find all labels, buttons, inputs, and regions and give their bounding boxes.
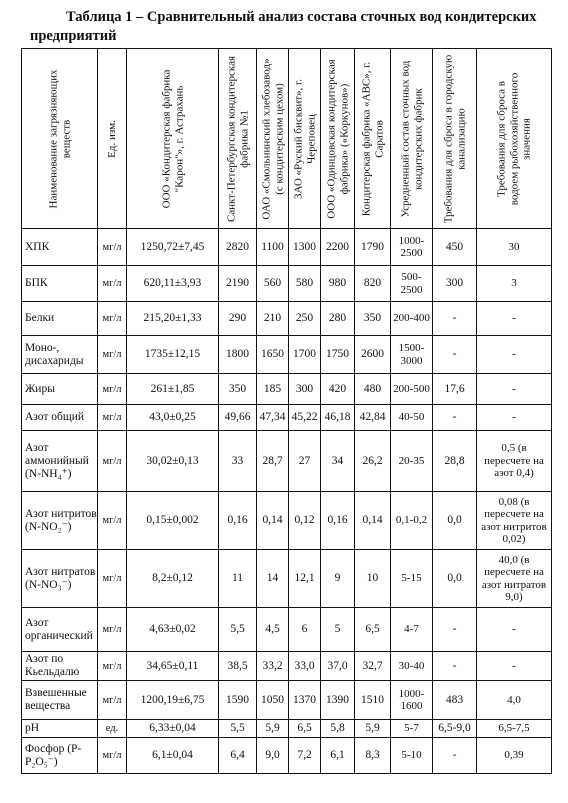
table-row xyxy=(22,229,552,266)
value-cell: 560 xyxy=(257,266,289,302)
value-cell: 11 xyxy=(219,550,257,608)
value-cell: 4,63±0,02 xyxy=(127,608,219,652)
value-cell: 420 xyxy=(321,374,355,405)
value-cell: 26,2 xyxy=(355,431,391,492)
header-spb-factory: Санкт-Петербургская кондитерская фабрика №1 xyxy=(219,49,257,229)
value-cell: 30,02±0,13 xyxy=(127,431,219,492)
value-cell: 6 xyxy=(289,608,321,652)
city-sewer-req-cell: - xyxy=(433,405,477,431)
caption-line-2: предприятий xyxy=(30,28,117,44)
unit-cell: мг/л xyxy=(98,681,127,720)
value-cell: 1300 xyxy=(289,229,321,266)
average-cell: 5-7 xyxy=(391,720,433,738)
city-sewer-req-cell: 483 xyxy=(433,681,477,720)
table-row xyxy=(22,431,552,492)
table-row xyxy=(22,652,552,681)
value-cell: 210 xyxy=(257,302,289,336)
value-cell: 1700 xyxy=(289,336,321,374)
fishery-req-cell: 4,0 xyxy=(477,681,552,720)
value-cell: 7,2 xyxy=(289,738,321,774)
pollutant-name: Азот общий xyxy=(22,405,98,431)
table-row xyxy=(22,336,552,374)
city-sewer-req-cell: 6,5-9,0 xyxy=(433,720,477,738)
average-cell: 1000-2500 xyxy=(391,229,433,266)
fishery-req-cell: - xyxy=(477,652,552,681)
city-sewer-req-cell: 0,0 xyxy=(433,550,477,608)
value-cell: 6,1±0,04 xyxy=(127,738,219,774)
value-cell: 6,1 xyxy=(321,738,355,774)
unit-cell: мг/л xyxy=(98,431,127,492)
unit-cell: мг/л xyxy=(98,608,127,652)
value-cell: 33 xyxy=(219,431,257,492)
header-row xyxy=(22,49,552,229)
header-karon: ООО «Кондитерская фабрика "Карон"», г. Астрахань xyxy=(127,49,219,229)
unit-cell: мг/л xyxy=(98,405,127,431)
fishery-req-cell: - xyxy=(477,336,552,374)
value-cell: 0,14 xyxy=(355,492,391,550)
value-cell: 1735±12,15 xyxy=(127,336,219,374)
value-cell: 1100 xyxy=(257,229,289,266)
average-cell: 40-50 xyxy=(391,405,433,431)
average-cell: 1500-3000 xyxy=(391,336,433,374)
pollutant-name: Азот нитритов (N-NO₂⁻) xyxy=(22,492,98,550)
value-cell: 6,33±0,04 xyxy=(127,720,219,738)
value-cell: 580 xyxy=(289,266,321,302)
value-cell: 0,15±0,002 xyxy=(127,492,219,550)
value-cell: 12,1 xyxy=(289,550,321,608)
pollutant-name: Фосфор (P-P₂O₅⁻) xyxy=(22,738,98,774)
pollutant-name: Азот нитратов (N-NO₃⁻) xyxy=(22,550,98,608)
average-cell: 5-10 xyxy=(391,738,433,774)
value-cell: 6,5 xyxy=(355,608,391,652)
value-cell: 28,7 xyxy=(257,431,289,492)
value-cell: 37,0 xyxy=(321,652,355,681)
value-cell: 1510 xyxy=(355,681,391,720)
city-sewer-req-cell: - xyxy=(433,302,477,336)
table-row xyxy=(22,681,552,720)
value-cell: 49,66 xyxy=(219,405,257,431)
unit-cell: мг/л xyxy=(98,229,127,266)
average-cell: 5-15 xyxy=(391,550,433,608)
value-cell: 2190 xyxy=(219,266,257,302)
average-cell: 0,1-0,2 xyxy=(391,492,433,550)
value-cell: 620,11±3,93 xyxy=(127,266,219,302)
value-cell: 250 xyxy=(289,302,321,336)
value-cell: 1790 xyxy=(355,229,391,266)
value-cell: 6,5 xyxy=(289,720,321,738)
value-cell: 820 xyxy=(355,266,391,302)
city-sewer-req-cell: - xyxy=(433,336,477,374)
value-cell: 33,0 xyxy=(289,652,321,681)
value-cell: 42,84 xyxy=(355,405,391,431)
value-cell: 350 xyxy=(355,302,391,336)
unit-cell: мг/л xyxy=(98,336,127,374)
unit-cell: мг/л xyxy=(98,374,127,405)
value-cell: 6,4 xyxy=(219,738,257,774)
value-cell: 38,5 xyxy=(219,652,257,681)
city-sewer-req-cell: - xyxy=(433,608,477,652)
unit-cell: ед. xyxy=(98,720,127,738)
value-cell: 5,5 xyxy=(219,608,257,652)
value-cell: 27 xyxy=(289,431,321,492)
city-sewer-req-cell: 300 xyxy=(433,266,477,302)
fishery-req-cell: - xyxy=(477,302,552,336)
average-cell: 200-500 xyxy=(391,374,433,405)
value-cell: 10 xyxy=(355,550,391,608)
value-cell: 185 xyxy=(257,374,289,405)
header-unit: Ед. изм. xyxy=(98,49,127,229)
value-cell: 2600 xyxy=(355,336,391,374)
value-cell: 46,18 xyxy=(321,405,355,431)
value-cell: 0,16 xyxy=(219,492,257,550)
average-cell: 1000-1600 xyxy=(391,681,433,720)
value-cell: 1390 xyxy=(321,681,355,720)
average-cell: 20-35 xyxy=(391,431,433,492)
table-row xyxy=(22,608,552,652)
value-cell: 0,14 xyxy=(257,492,289,550)
header-average: Усредненный состав сточных вод кондитерских фабрик xyxy=(391,49,433,229)
fishery-req-cell: - xyxy=(477,608,552,652)
value-cell: 34,65±0,11 xyxy=(127,652,219,681)
city-sewer-req-cell: 450 xyxy=(433,229,477,266)
table-body xyxy=(22,229,552,774)
pollutant-name: Азот органический xyxy=(22,608,98,652)
value-cell: 4,5 xyxy=(257,608,289,652)
value-cell: 215,20±1,33 xyxy=(127,302,219,336)
city-sewer-req-cell: - xyxy=(433,652,477,681)
value-cell: 1050 xyxy=(257,681,289,720)
header-smolninsky: ОАО «Смольнинский хлебозавод» (с кондитерским цехом) xyxy=(257,49,289,229)
value-cell: 47,34 xyxy=(257,405,289,431)
value-cell: 1250,72±7,45 xyxy=(127,229,219,266)
pollutant-name: Азот по Кьельдалю xyxy=(22,652,98,681)
city-sewer-req-cell: - xyxy=(433,738,477,774)
value-cell: 280 xyxy=(321,302,355,336)
header-odintsovo: ООО «Одинцовская кондитерская фабрика» («Коркунов») xyxy=(321,49,355,229)
unit-cell: мг/л xyxy=(98,738,127,774)
table-row xyxy=(22,492,552,550)
value-cell: 0,12 xyxy=(289,492,321,550)
city-sewer-req-cell: 28,8 xyxy=(433,431,477,492)
city-sewer-req-cell: 0,0 xyxy=(433,492,477,550)
unit-cell: мг/л xyxy=(98,266,127,302)
value-cell: 9,0 xyxy=(257,738,289,774)
pollutant-name: Жиры xyxy=(22,374,98,405)
fishery-req-cell: 0,39 xyxy=(477,738,552,774)
value-cell: 0,16 xyxy=(321,492,355,550)
value-cell: 1750 xyxy=(321,336,355,374)
value-cell: 5,5 xyxy=(219,720,257,738)
value-cell: 8,3 xyxy=(355,738,391,774)
value-cell: 8,2±0,12 xyxy=(127,550,219,608)
header-abc-saratov: Кондитерская фабрика «АВС», г. Саратов xyxy=(355,49,391,229)
pollutant-name: Взвешенные вещества xyxy=(22,681,98,720)
pollutant-name: БПК xyxy=(22,266,98,302)
fishery-req-cell: 40,0 (в пересчете на азот нитратов 9,0) xyxy=(477,550,552,608)
value-cell: 290 xyxy=(219,302,257,336)
value-cell: 5,9 xyxy=(257,720,289,738)
fishery-req-cell: - xyxy=(477,374,552,405)
average-cell: 200-400 xyxy=(391,302,433,336)
value-cell: 1800 xyxy=(219,336,257,374)
value-cell: 1590 xyxy=(219,681,257,720)
pollutant-name: Азот аммонийный (N-NH₄⁺) xyxy=(22,431,98,492)
table-row xyxy=(22,550,552,608)
caption-line-1: Таблица 1 – Сравнительный анализ состава сточных вод кондитерских xyxy=(66,9,537,25)
value-cell: 9 xyxy=(321,550,355,608)
value-cell: 261±1,85 xyxy=(127,374,219,405)
table-row xyxy=(22,405,552,431)
fishery-req-cell: 3 xyxy=(477,266,552,302)
value-cell: 32,7 xyxy=(355,652,391,681)
value-cell: 480 xyxy=(355,374,391,405)
unit-cell: мг/л xyxy=(98,652,127,681)
fishery-req-cell: 0,5 (в пересчете на азот 0,4) xyxy=(477,431,552,492)
value-cell: 300 xyxy=(289,374,321,405)
unit-cell: мг/л xyxy=(98,492,127,550)
value-cell: 5,8 xyxy=(321,720,355,738)
value-cell: 45,22 xyxy=(289,405,321,431)
pollutant-name: Белки xyxy=(22,302,98,336)
value-cell: 1370 xyxy=(289,681,321,720)
unit-cell: мг/л xyxy=(98,302,127,336)
pollutant-name: ХПК xyxy=(22,229,98,266)
header-pollutant: Наименование загрязняющих веществ xyxy=(22,49,98,229)
value-cell: 1200,19±6,75 xyxy=(127,681,219,720)
average-cell: 30-40 xyxy=(391,652,433,681)
city-sewer-req-cell: 17,6 xyxy=(433,374,477,405)
table-row xyxy=(22,738,552,774)
table-row xyxy=(22,720,552,738)
fishery-req-cell: - xyxy=(477,405,552,431)
pollutant-name: Моно-, дисахариды xyxy=(22,336,98,374)
pollutant-name: pH xyxy=(22,720,98,738)
fishery-req-cell: 30 xyxy=(477,229,552,266)
header-city-sewer-req: Требования для сброса в городскую канализацию xyxy=(433,49,477,229)
average-cell: 4-7 xyxy=(391,608,433,652)
table-caption xyxy=(30,8,560,46)
header-russian-biscuit: ЗАО «Руский бисквит», г. Череповец xyxy=(289,49,321,229)
table-row xyxy=(22,266,552,302)
value-cell: 33,2 xyxy=(257,652,289,681)
value-cell: 14 xyxy=(257,550,289,608)
unit-cell: мг/л xyxy=(98,550,127,608)
value-cell: 5,9 xyxy=(355,720,391,738)
table-row xyxy=(22,374,552,405)
value-cell: 2820 xyxy=(219,229,257,266)
value-cell: 5 xyxy=(321,608,355,652)
value-cell: 34 xyxy=(321,431,355,492)
value-cell: 43,0±0,25 xyxy=(127,405,219,431)
fishery-req-cell: 6,5-7,5 xyxy=(477,720,552,738)
wastewater-comparison-table xyxy=(21,48,552,774)
fishery-req-cell: 0,08 (в пересчете на азот нитритов 0,02) xyxy=(477,492,552,550)
value-cell: 980 xyxy=(321,266,355,302)
average-cell: 500-2500 xyxy=(391,266,433,302)
header-fishery-req: Требования для сброса в водоем рыбохозяйственного значения xyxy=(477,49,552,229)
table-row xyxy=(22,302,552,336)
value-cell: 1650 xyxy=(257,336,289,374)
value-cell: 2200 xyxy=(321,229,355,266)
value-cell: 350 xyxy=(219,374,257,405)
